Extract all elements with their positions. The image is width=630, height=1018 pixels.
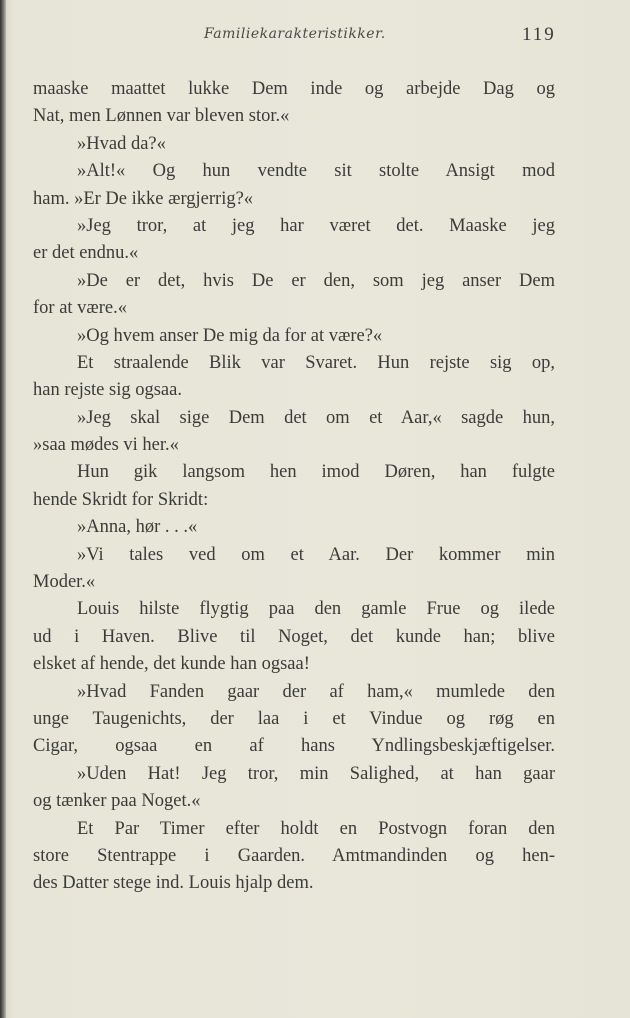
text-line: »De er det, hvis De er den, som jeg anser Dem — [77, 270, 555, 291]
text-line: »Og hvem anser De mig da for at være?« — [77, 325, 383, 346]
text-line: er det endnu.« — [33, 243, 139, 264]
text-line: »Uden Hat! Jeg tror, min Salighed, at han gaar — [77, 763, 555, 784]
text-line: »Anna, hør . . .« — [77, 517, 198, 538]
text-line: han rejste sig ogsaa. — [33, 380, 182, 401]
text-line: Cigar, ogsaa en af hans Yndlingsbeskjæftigelser. — [33, 736, 555, 757]
text-line: store Stentrappe i Gaarden. Amtmandinden og hen- — [33, 845, 555, 866]
text-line: »saa mødes vi her.« — [33, 435, 179, 456]
text-line: Hun gik langsom hen imod Døren, han fulgte — [77, 462, 555, 483]
text-line: »Jeg skal sige Dem det om et Aar,« sagde hun, — [77, 407, 555, 428]
text-line: og tænker paa Noget.« — [33, 791, 201, 812]
text-line: Et straalende Blik var Svaret. Hun rejste sig op, — [77, 352, 555, 373]
text-line: elsket af hende, det kunde han ogsaa! — [33, 654, 310, 675]
body-text — [33, 76, 555, 898]
text-line: unge Taugenichts, der laa i et Vindue og røg en — [33, 708, 555, 729]
running-title: Familiekarakteristikker. — [204, 26, 386, 42]
text-line: »Vi tales ved om et Aar. Der kommer min — [77, 544, 555, 565]
text-line: ham. »Er De ikke ærgjerrig?« — [33, 188, 254, 209]
text-line: Louis hilste flygtig paa den gamle Frue og ilede — [77, 599, 555, 620]
text-line: ud i Haven. Blive til Noget, det kunde han; blive — [33, 626, 555, 647]
text-line: maaske maattet lukke Dem inde og arbejde Dag og — [33, 79, 555, 99]
text-line: Nat, men Lønnen var bleven stor.« — [33, 106, 290, 127]
text-line: »Hvad da?« — [77, 133, 166, 154]
page-number: 119 — [522, 24, 556, 45]
text-line: for at være.« — [33, 298, 128, 319]
text-line: Moder.« — [33, 572, 96, 593]
text-line: »Alt!« Og hun vendte sit stolte Ansigt mod — [77, 161, 555, 182]
book-spine-edge — [0, 0, 6, 1018]
text-line: »Jeg tror, at jeg har været det. Maaske jeg — [77, 215, 555, 236]
text-line: »Hvad Fanden gaar der af ham,« mumlede den — [77, 681, 555, 702]
text-line: des Datter stege ind. Louis hjalp dem. — [33, 873, 314, 894]
text-line: hende Skridt for Skridt: — [33, 489, 209, 510]
text-line: Et Par Timer efter holdt en Postvogn foran den — [77, 818, 555, 839]
